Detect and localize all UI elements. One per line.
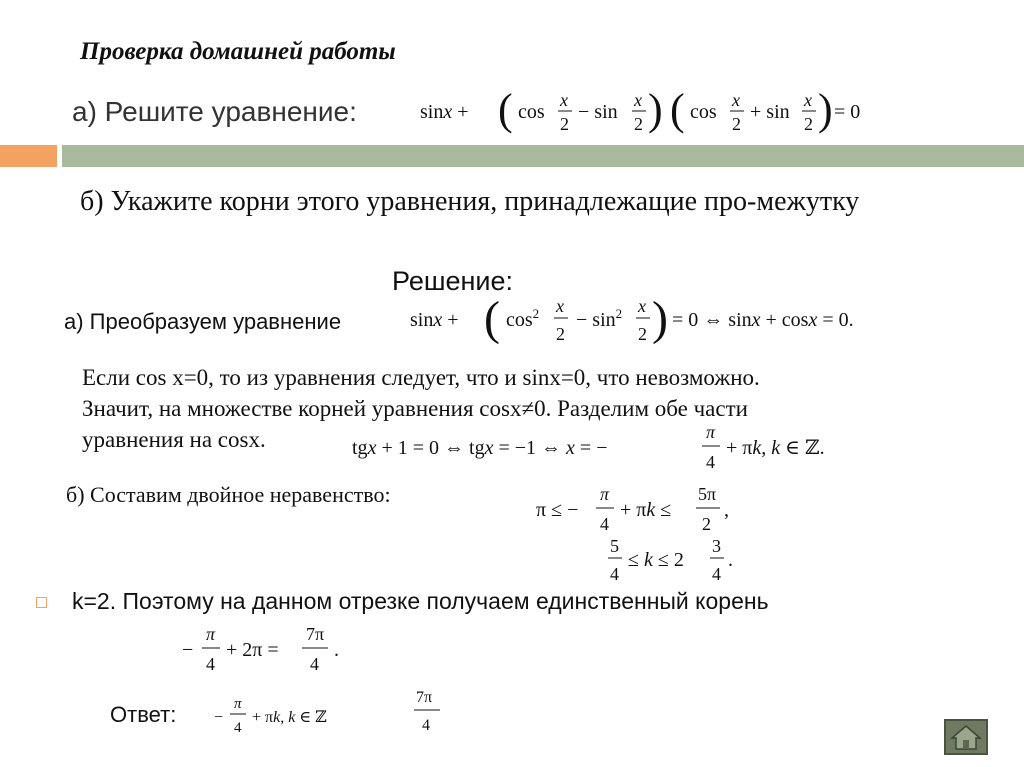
svg-text:π: π	[206, 624, 216, 644]
svg-text:cos: cos	[690, 101, 717, 123]
svg-text:7π: 7π	[306, 624, 325, 644]
svg-text:4: 4	[712, 564, 721, 584]
svg-text:): )	[818, 85, 833, 134]
svg-text:): )	[648, 85, 663, 134]
svg-text:π: π	[234, 696, 242, 712]
svg-text:+ πk, k ∈ ℤ.: + πk, k ∈ ℤ.	[726, 437, 825, 459]
page-title: Проверка домашней работы	[80, 38, 396, 65]
svg-text:x: x	[556, 296, 564, 316]
svg-text:x: x	[634, 90, 642, 110]
svg-text:): )	[652, 294, 668, 345]
svg-text:.: .	[334, 639, 339, 661]
svg-text:= 0 ⇔ sinx + cosx = 0.: = 0 ⇔ sinx + cosx = 0.	[672, 309, 854, 331]
svg-text:x: x	[732, 90, 740, 110]
task-a: а) Решите уравнение:	[72, 96, 357, 127]
step-a-text: а) Преобразуем уравнение	[64, 309, 342, 334]
svg-text:x: x	[804, 90, 812, 110]
paragraph-line-2: Значит, на множестве корней уравнения cosx≠0. Разделим обе части	[82, 396, 748, 421]
root-formula	[182, 622, 362, 682]
svg-text:2: 2	[634, 114, 643, 134]
svg-text:(: (	[484, 294, 500, 345]
svg-text:(: (	[498, 85, 513, 134]
svg-text:2: 2	[560, 114, 569, 134]
svg-text:+ πk, k ∈ ℤ: + πk, k ∈ ℤ	[252, 709, 327, 726]
paragraph-line-3: уравнения на cosx.	[82, 427, 266, 452]
svg-text:π ≤ −: π ≤ −	[536, 499, 579, 521]
home-icon	[946, 721, 986, 753]
svg-text:,: ,	[724, 499, 729, 521]
svg-text:4: 4	[706, 452, 715, 472]
svg-text:+ πk ≤: + πk ≤	[620, 499, 672, 521]
svg-text:+ sin: + sin	[750, 101, 790, 123]
svg-text:−: −	[182, 639, 194, 661]
paragraph-line-1: Если cos x=0, то из уравнения следует, что и sinx=0, что невозможно.	[82, 365, 760, 390]
svg-text:x: x	[638, 296, 646, 316]
transformed-formula	[410, 294, 910, 352]
svg-text:3: 3	[712, 536, 721, 556]
svg-text:5: 5	[610, 536, 619, 556]
task-b: б) Укажите корни этого уравнения, принадлежащие про-межутку	[80, 186, 860, 217]
svg-text:7π: 7π	[416, 689, 433, 706]
svg-text:4: 4	[234, 720, 242, 736]
k-line-text: k=2. Поэтому на данном отрезке получаем единственный корень	[72, 588, 769, 614]
inequality-formula	[536, 484, 756, 588]
svg-text:2: 2	[702, 514, 711, 534]
svg-text:.: .	[728, 549, 733, 571]
svg-text:sinx +: sinx +	[410, 309, 459, 331]
step-b	[66, 482, 391, 508]
svg-text:5π: 5π	[698, 484, 717, 504]
svg-text:4: 4	[206, 654, 215, 674]
svg-text:x: x	[560, 90, 568, 110]
svg-text:4: 4	[422, 717, 430, 734]
bullet-square-icon	[36, 597, 47, 608]
svg-text:(: (	[670, 85, 685, 134]
home-button[interactable]	[944, 719, 988, 755]
tg-formula	[352, 418, 862, 480]
svg-text:2: 2	[804, 114, 813, 134]
svg-text:4: 4	[600, 514, 609, 534]
answer-b-formula	[410, 684, 450, 738]
step-a	[64, 309, 341, 335]
accent-bar-orange	[0, 145, 57, 167]
svg-text:4: 4	[310, 654, 319, 674]
step-b-text: б) Составим двойное неравенство:	[66, 482, 391, 507]
accent-bar-green	[62, 145, 1024, 167]
svg-text:2: 2	[732, 114, 741, 134]
answer-a-formula	[214, 694, 364, 742]
svg-text:+ 2π =: + 2π =	[226, 639, 279, 661]
svg-text:tgx + 1 = 0 ⇔ tgx = −1 ⇔ x = −: tgx + 1 = 0 ⇔ tgx = −1 ⇔ x = −	[352, 437, 608, 459]
svg-text:4: 4	[610, 564, 619, 584]
svg-text:π: π	[706, 422, 716, 442]
svg-text:− sin: − sin	[578, 101, 618, 123]
answer-label: Ответ:	[110, 702, 177, 727]
svg-text:−: −	[214, 709, 224, 726]
svg-text:sinx +: sinx +	[420, 101, 469, 123]
svg-text:π: π	[600, 484, 610, 504]
svg-text:cos2: $\cos^2$	[506, 306, 540, 331]
svg-text:cos: cos	[518, 101, 545, 123]
svg-text:2: 2	[638, 324, 647, 344]
svg-text:= 0: = 0	[834, 101, 860, 123]
svg-text:2: 2	[556, 324, 565, 344]
k-line	[72, 588, 769, 615]
svg-text:− sin2: − $\sin^2$	[576, 306, 623, 331]
svg-text:≤ k ≤ 2: ≤ k ≤ 2	[628, 549, 684, 571]
equation-formula	[420, 84, 860, 140]
solution-title: Решение:	[392, 266, 514, 296]
